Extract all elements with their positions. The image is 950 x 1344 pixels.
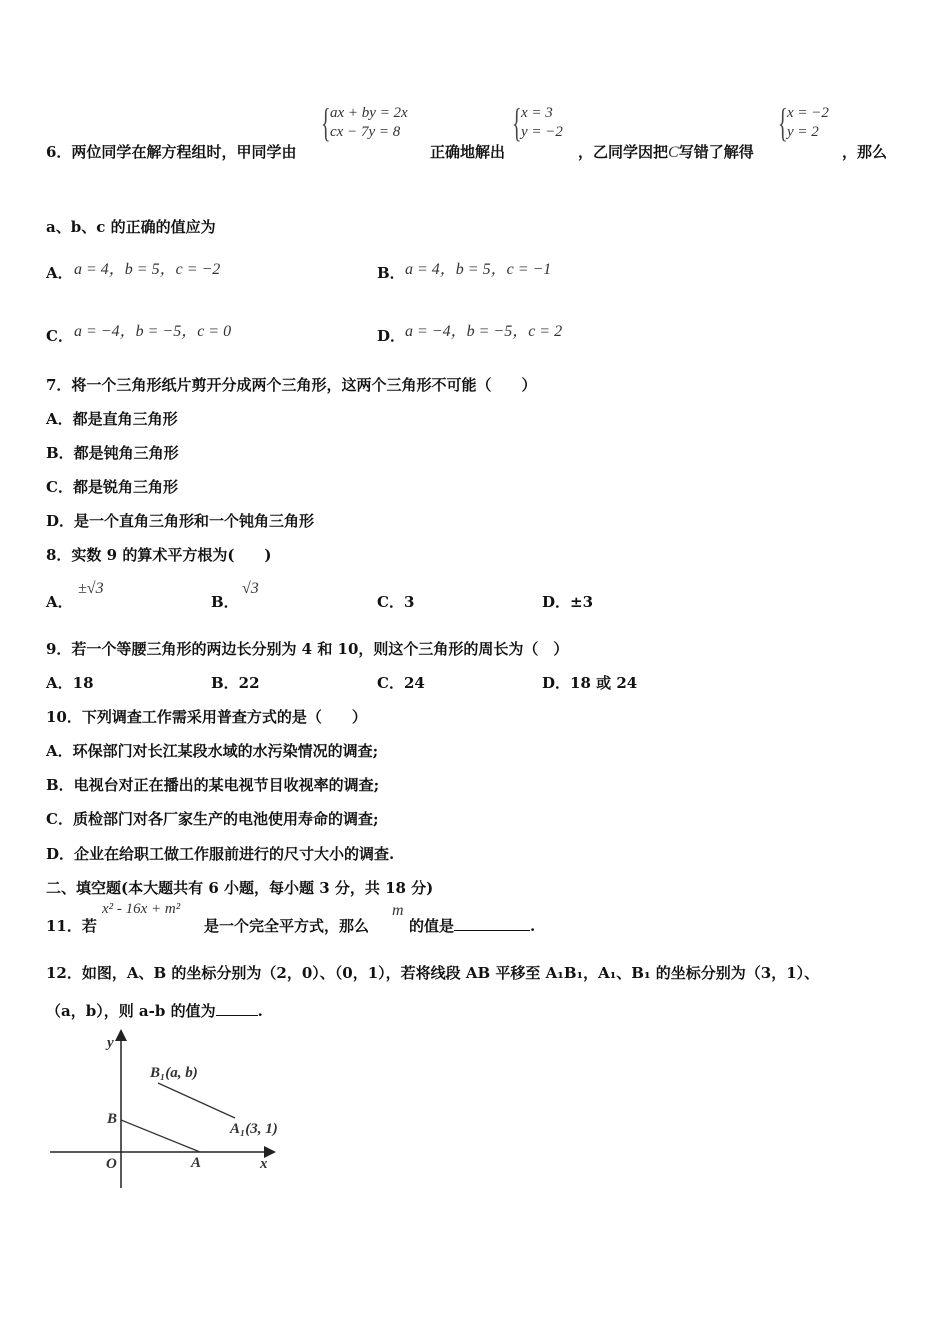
q6-option-a-value: a = 4，b = 5，c = −2 (74, 261, 221, 278)
q8-option-a-value: ±√3 (78, 580, 104, 597)
equation-system-1 (321, 100, 408, 145)
section-heading: 二、填空题(本大题共有 6 小题，每小题 3 分，共 18 分) (46, 879, 434, 897)
q11-var-m: m (392, 902, 404, 919)
option-label: B． (377, 264, 405, 282)
label-b: B (107, 1111, 118, 1127)
label-a1: A₁(3, 1) (230, 1121, 278, 1137)
q9-option-d: D．18 或 24 (542, 674, 638, 692)
q10-option-b: B．电视台对正在播出的某电视节目收视率的调查; (46, 776, 380, 794)
q6-var-c: C (668, 144, 679, 161)
q12-period: . (257, 1002, 263, 1020)
sys1-line2: cx − 7y = 8 (330, 124, 401, 140)
q7-option-a: A．都是直角三角形 (46, 410, 178, 428)
q11-prefix: 11．若 (46, 917, 97, 935)
q10-option-c: C．质检部门对各厂家生产的电池使用寿命的调查; (46, 810, 379, 828)
q10-stem: 10．下列调查工作需采用普查方式的是（ ） (46, 708, 367, 726)
q7-stem: 7．将一个三角形纸片剪开分成两个三角形，这两个三角形不可能（ ） (46, 376, 537, 394)
option-label: C． (46, 327, 73, 345)
q9-stem: 9．若一个等腰三角形的两边长分别为 4 和 10，则这个三角形的周长为（ ） (46, 640, 569, 658)
q7-option-b: B．都是钝角三角形 (46, 444, 179, 462)
q6-option-d-value: a = −4，b = −5，c = 2 (405, 323, 563, 340)
q6-part2: 正确地解出 (430, 143, 506, 161)
coordinate-figure (40, 1025, 290, 1195)
q6-part3 (578, 141, 754, 162)
q6-option-c-value: a = −4，b = −5，c = 0 (74, 323, 232, 340)
q7-option-d: D．是一个直角三角形和一个钝角三角形 (46, 512, 315, 530)
q11-expression: x² - 16x + m² (102, 901, 181, 917)
q6-part3-text: ，乙同学因把 (578, 143, 669, 161)
equation-system-3 (778, 100, 829, 145)
segment-a1b1 (158, 1083, 235, 1118)
label-a: A (191, 1155, 202, 1171)
segment-ab (121, 1120, 200, 1152)
label-y: y (107, 1035, 114, 1051)
label-x: x (260, 1156, 268, 1172)
q9-option-a: A．18 (46, 674, 94, 692)
q11-period: . (530, 917, 536, 935)
answer-blank[interactable] (216, 1000, 258, 1016)
q8-stem: 8．实数 9 的算术平方根为( ) (46, 546, 272, 564)
q10-option-d: D．企业在给职工做工作服前进行的尺寸大小的调查. (46, 845, 395, 863)
q10-option-a: A．环保部门对长江某段水域的水污染情况的调查; (46, 742, 379, 760)
sys3-line2: y = 2 (787, 124, 819, 140)
q8-option-b: B． (211, 593, 239, 611)
sys3-line1: x = −2 (787, 105, 829, 121)
label-o: O (106, 1156, 117, 1172)
q6-line2: a、b、c 的正确的值应为 (46, 218, 216, 236)
q11-suffix-text: 的值是 (409, 917, 455, 935)
label-b1: B₁(a, b) (150, 1065, 198, 1081)
q6-option-a (46, 262, 73, 283)
q8-option-b-value: √3 (242, 580, 259, 597)
sys1-line1: ax + by = 2x (330, 105, 408, 121)
equation-system-2 (512, 100, 563, 145)
q7-option-c: C．都是锐角三角形 (46, 478, 178, 496)
q8-option-a: A． (46, 593, 73, 611)
q12-line2 (46, 1000, 263, 1021)
option-label: A． (46, 264, 73, 282)
left-brace-icon: { (512, 100, 522, 145)
q8-option-d: D．±3 (542, 593, 594, 611)
answer-blank[interactable] (454, 915, 530, 931)
left-brace-icon: { (321, 100, 331, 145)
q12-line2-text: （a，b），则 a-b 的值为 (46, 1002, 216, 1020)
q11-suffix (409, 915, 535, 936)
q6-part4-text: 写错了解得 (678, 143, 754, 161)
q6-option-b-value: a = 4，b = 5，c = −1 (405, 261, 552, 278)
q9-option-c: C．24 (377, 674, 425, 692)
q6-part5: ，那么 (842, 143, 888, 161)
q9-option-b: B．22 (211, 674, 260, 692)
sys2-line2: y = −2 (521, 124, 563, 140)
q11-middle: 是一个完全平方式，那么 (204, 917, 370, 935)
option-label: D． (377, 327, 406, 345)
q6-part1: 6．两位同学在解方程组时，甲同学由 (46, 143, 297, 161)
q6-option-d (377, 325, 405, 346)
q6-option-c (46, 325, 73, 346)
q8-option-c: C．3 (377, 593, 415, 611)
left-brace-icon: { (778, 100, 788, 145)
q6-option-b (377, 262, 405, 283)
q12-line1: 12．如图，A、B 的坐标分别为（2，0）、（0，1），若将线段 AB 平移至 A₁B₁，A₁、B₁ 的坐标分别为（3，1）、 (46, 964, 820, 982)
sys2-line1: x = 3 (521, 105, 553, 121)
